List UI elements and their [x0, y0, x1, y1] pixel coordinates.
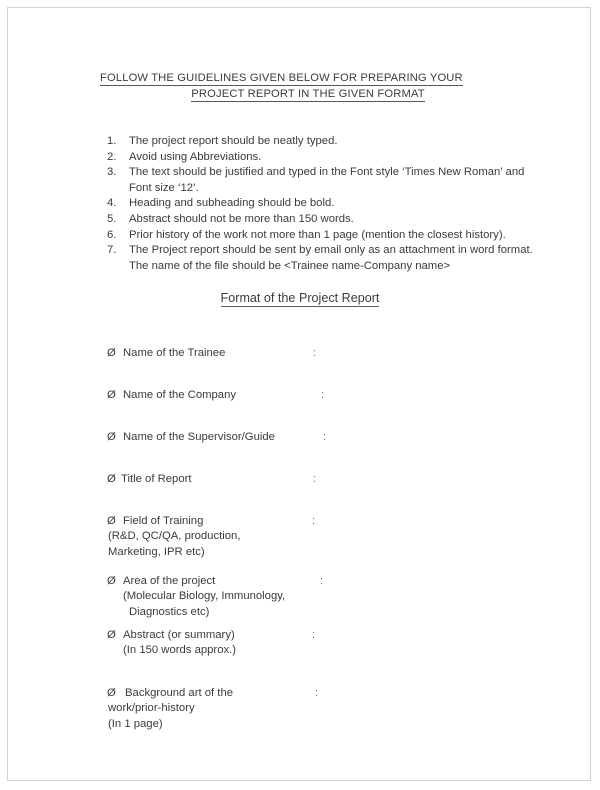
report-field-head: [107, 346, 547, 361]
report-field-label: Area of the project: [123, 575, 216, 587]
report-field-label: Title of Report: [121, 473, 192, 485]
report-field: [107, 346, 547, 361]
report-field: [107, 514, 547, 560]
report-field-label: Name of the Company: [123, 389, 237, 401]
guidelines-list: [107, 134, 533, 274]
document-title-line-1: FOLLOW THE GUIDELINES GIVEN BELOW FOR PREPARING YOUR: [100, 72, 463, 84]
report-field: [107, 574, 547, 620]
report-field-label: Abstract (or summary): [123, 629, 235, 641]
guideline-text: Abstract should not be more than 150 words.: [129, 212, 354, 225]
report-field-colon: :: [313, 347, 317, 359]
guideline-text: Avoid using Abbreviations.: [129, 150, 262, 163]
report-field-colon: :: [321, 389, 325, 401]
bullet-icon: Ø: [107, 629, 116, 641]
guideline-number: 6.: [107, 228, 117, 241]
report-field: [107, 628, 547, 659]
document-page: [7, 7, 591, 781]
document-title: [100, 70, 510, 102]
report-field-colon: :: [313, 473, 317, 485]
guideline-text: The project report should be neatly typed.: [129, 135, 338, 147]
report-field-detail-line: (R&D, QC/QA, production,: [108, 530, 241, 543]
report-field-colon: :: [320, 575, 324, 587]
report-field-head: [107, 574, 547, 589]
report-field-head: [107, 430, 547, 445]
bullet-icon: Ø: [107, 473, 116, 485]
report-field-detail-line: Diagnostics etc): [129, 605, 210, 618]
bullet-icon: Ø: [107, 515, 116, 527]
report-field-colon: :: [312, 629, 316, 641]
guideline-item: [107, 134, 527, 150]
guideline-item: [107, 150, 527, 166]
report-field-label: Field of Training: [123, 515, 204, 527]
report-field-detail-line: work/prior-history: [108, 702, 195, 715]
guideline-item: [107, 243, 533, 274]
report-field: [107, 686, 547, 732]
guideline-text: Prior history of the work not more than 1 page (mention the closest history).: [129, 228, 506, 241]
guideline-text: The text should be justified and typed in the Font style ‘Times New Roman’ and: [129, 166, 525, 179]
report-field: [107, 472, 547, 487]
report-field-detail-line: (Molecular Biology, Immunology,: [123, 590, 286, 603]
report-field: [107, 430, 547, 445]
bullet-icon: Ø: [107, 347, 116, 359]
bullet-icon: Ø: [107, 389, 116, 401]
report-field-head: [107, 686, 547, 701]
guideline-number: 1.: [107, 135, 117, 147]
guideline-continuation-line: Font size ‘12’.: [129, 181, 199, 194]
report-field: [107, 388, 547, 403]
guideline-number: 2.: [107, 150, 117, 163]
bullet-icon: Ø: [107, 687, 116, 699]
report-field-colon: :: [323, 431, 327, 443]
report-field-label: Name of the Trainee: [123, 347, 226, 359]
report-field-detail-line: Marketing, IPR etc): [108, 545, 205, 558]
guideline-text: Heading and subheading should be bold.: [129, 197, 335, 210]
report-field-colon: :: [315, 687, 319, 699]
report-field-head: [107, 472, 547, 487]
report-field-detail-line: (In 1 page): [108, 717, 163, 730]
report-field-colon: :: [312, 515, 316, 527]
guideline-item: [107, 212, 527, 228]
guideline-continuation-line: The name of the file should be <Trainee name-Company name>: [129, 259, 451, 272]
guideline-item: [107, 165, 527, 196]
bullet-icon: Ø: [107, 431, 116, 443]
report-field-head: [107, 628, 547, 643]
bullet-icon: Ø: [107, 575, 116, 587]
guideline-item: [107, 196, 527, 212]
section-heading: Format of the Project Report: [220, 291, 380, 305]
guideline-item: [107, 228, 527, 244]
report-field-label: Name of the Supervisor/Guide: [123, 431, 275, 443]
guideline-number: 3.: [107, 166, 117, 179]
report-field-head: [107, 514, 547, 529]
report-field-head: [107, 388, 547, 403]
guideline-number: 5.: [107, 212, 117, 225]
guideline-number: 7.: [107, 244, 117, 257]
guideline-text: The Project report should be sent by email only as an attachment in word format.: [129, 244, 533, 257]
guideline-number: 4.: [107, 197, 117, 210]
report-field-detail-line: (In 150 words approx.): [123, 644, 237, 657]
document-title-line-2: PROJECT REPORT IN THE GIVEN FORMAT: [191, 88, 425, 100]
report-field-label: Background art of the: [125, 687, 234, 699]
